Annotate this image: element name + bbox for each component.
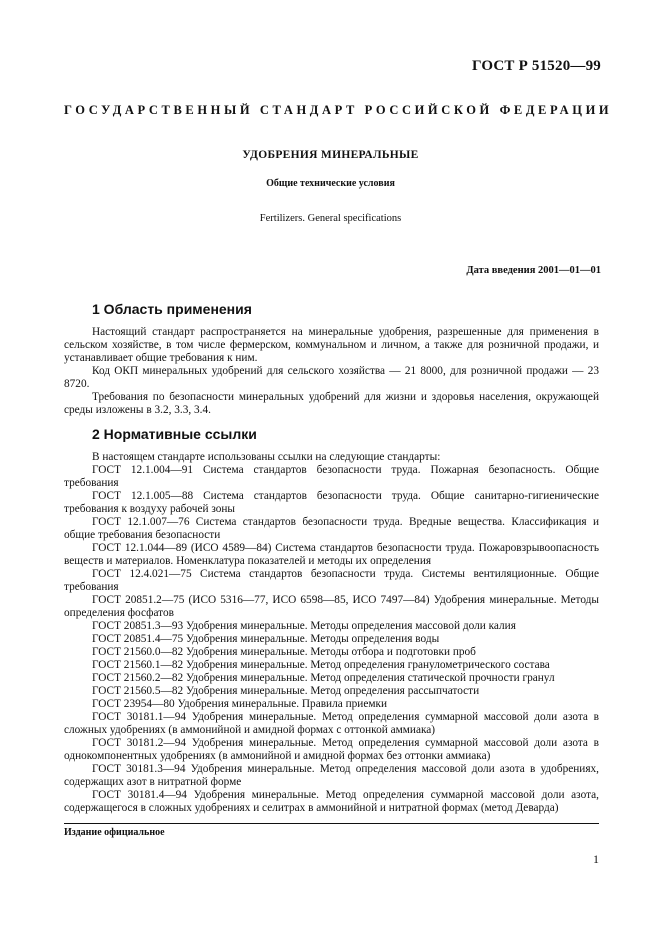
- paragraph: Требования по безопасности минеральных удобрений для жизни и здоровья населения, окружающей среды изложены в 3.2, 3.3, 3.4.: [64, 391, 599, 416]
- paragraph: В настоящем стандарте использованы ссылки на следующие стандарты:: [92, 451, 441, 463]
- document-subtitle: Общие технические условия: [266, 178, 395, 189]
- document-code: ГОСТ Р 51520—99: [471, 58, 601, 74]
- reference-item: ГОСТ 20851.4—75 Удобрения минеральные. Методы определения воды: [92, 633, 440, 645]
- reference-item: ГОСТ 21560.5—82 Удобрения минеральные. Метод определения рассыпчатости: [92, 685, 480, 697]
- section-normative-references: [64, 426, 599, 815]
- reference-item: ГОСТ 12.1.044—89 (ИСО 4589—84) Система стандартов безопасности труда. Пожаровзрывоопасность веществ и материалов. Номенклатура показателей и методы их определения: [64, 542, 599, 567]
- section-heading: 2 Нормативные ссылки: [92, 426, 257, 442]
- effective-date: Дата введения 2001—01—01: [466, 265, 601, 276]
- document-title: УДОБРЕНИЯ МИНЕРАЛЬНЫЕ: [242, 149, 419, 161]
- reference-item: ГОСТ 12.1.005—88 Система стандартов безопасности труда. Общие санитарно-гигиенические требования к воздуху рабочей зоны: [64, 490, 599, 515]
- reference-item: ГОСТ 30181.2—94 Удобрения минеральные. Метод определения суммарной массовой доли азота в однокомпонентных удобрениях (в аммонийной и амидной формах без оттонки аммиака): [64, 737, 599, 762]
- reference-item: ГОСТ 12.1.004—91 Система стандартов безопасности труда. Пожарная безопасность. Общие требования: [64, 464, 599, 489]
- english-title: Fertilizers. General specifications: [259, 213, 402, 224]
- paragraph: Код ОКП минеральных удобрений для сельского хозяйства — 21 8000, для розничной продажи — 23 8720.: [64, 365, 599, 390]
- page-number: 1: [593, 852, 599, 866]
- reference-item: ГОСТ 21560.1—82 Удобрения минеральные. Метод определения гранулометрического состава: [92, 659, 550, 671]
- edition-note: Издание официальное: [64, 827, 165, 838]
- reference-item: ГОСТ 21560.0—82 Удобрения минеральные. Методы отбора и подготовки проб: [92, 646, 476, 658]
- section-scope: [64, 301, 599, 417]
- reference-item: ГОСТ 21560.2—82 Удобрения минеральные. Метод определения статической прочности гранул: [92, 672, 555, 684]
- reference-item: ГОСТ 23954—80 Удобрения минеральные. Правила приемки: [92, 698, 388, 710]
- footer-divider: [64, 823, 599, 824]
- reference-item: ГОСТ 12.1.007—76 Система стандартов безопасности труда. Вредные вещества. Классификация и общие требования безопасности: [64, 516, 599, 541]
- reference-item: ГОСТ 12.4.021—75 Система стандартов безопасности труда. Системы вентиляционные. Общие требования: [64, 568, 599, 593]
- reference-item: ГОСТ 30181.1—94 Удобрения минеральные. Метод определения суммарной массовой доли азота в сложных удобрениях (в аммонийной и амидной формах с оттонкой аммиака): [64, 711, 599, 736]
- section-heading: 1 Область применения: [92, 301, 252, 317]
- reference-item: ГОСТ 20851.2—75 (ИСО 5316—77, ИСО 6598—85, ИСО 7497—84) Удобрения минеральные. Методы определения фосфатов: [64, 594, 599, 619]
- reference-item: ГОСТ 20851.3—93 Удобрения минеральные. Методы определения массовой доли калия: [92, 620, 516, 632]
- paragraph: Настоящий стандарт распространяется на минеральные удобрения, разрешенные для применения в сельском хозяйстве, в том числе фермерском, коммунальном и личном, а также для розничной продажи, и устанавливает общие требования к ним.: [64, 326, 599, 364]
- reference-item: ГОСТ 30181.3—94 Удобрения минеральные. Метод определения массовой доли азота в удобрениях, содержащих азот в нитратной форме: [64, 763, 599, 788]
- reference-item: ГОСТ 30181.4—94 Удобрения минеральные. Метод определения суммарной массовой доли азота, содержащегося в сложных удобрениях и селитрах в аммонийной и нитратной формах (метод Деварда): [64, 789, 599, 814]
- organization-line: ГОСУДАРСТВЕННЫЙ СТАНДАРТ РОССИЙСКОЙ ФЕДЕРАЦИИ: [64, 103, 613, 117]
